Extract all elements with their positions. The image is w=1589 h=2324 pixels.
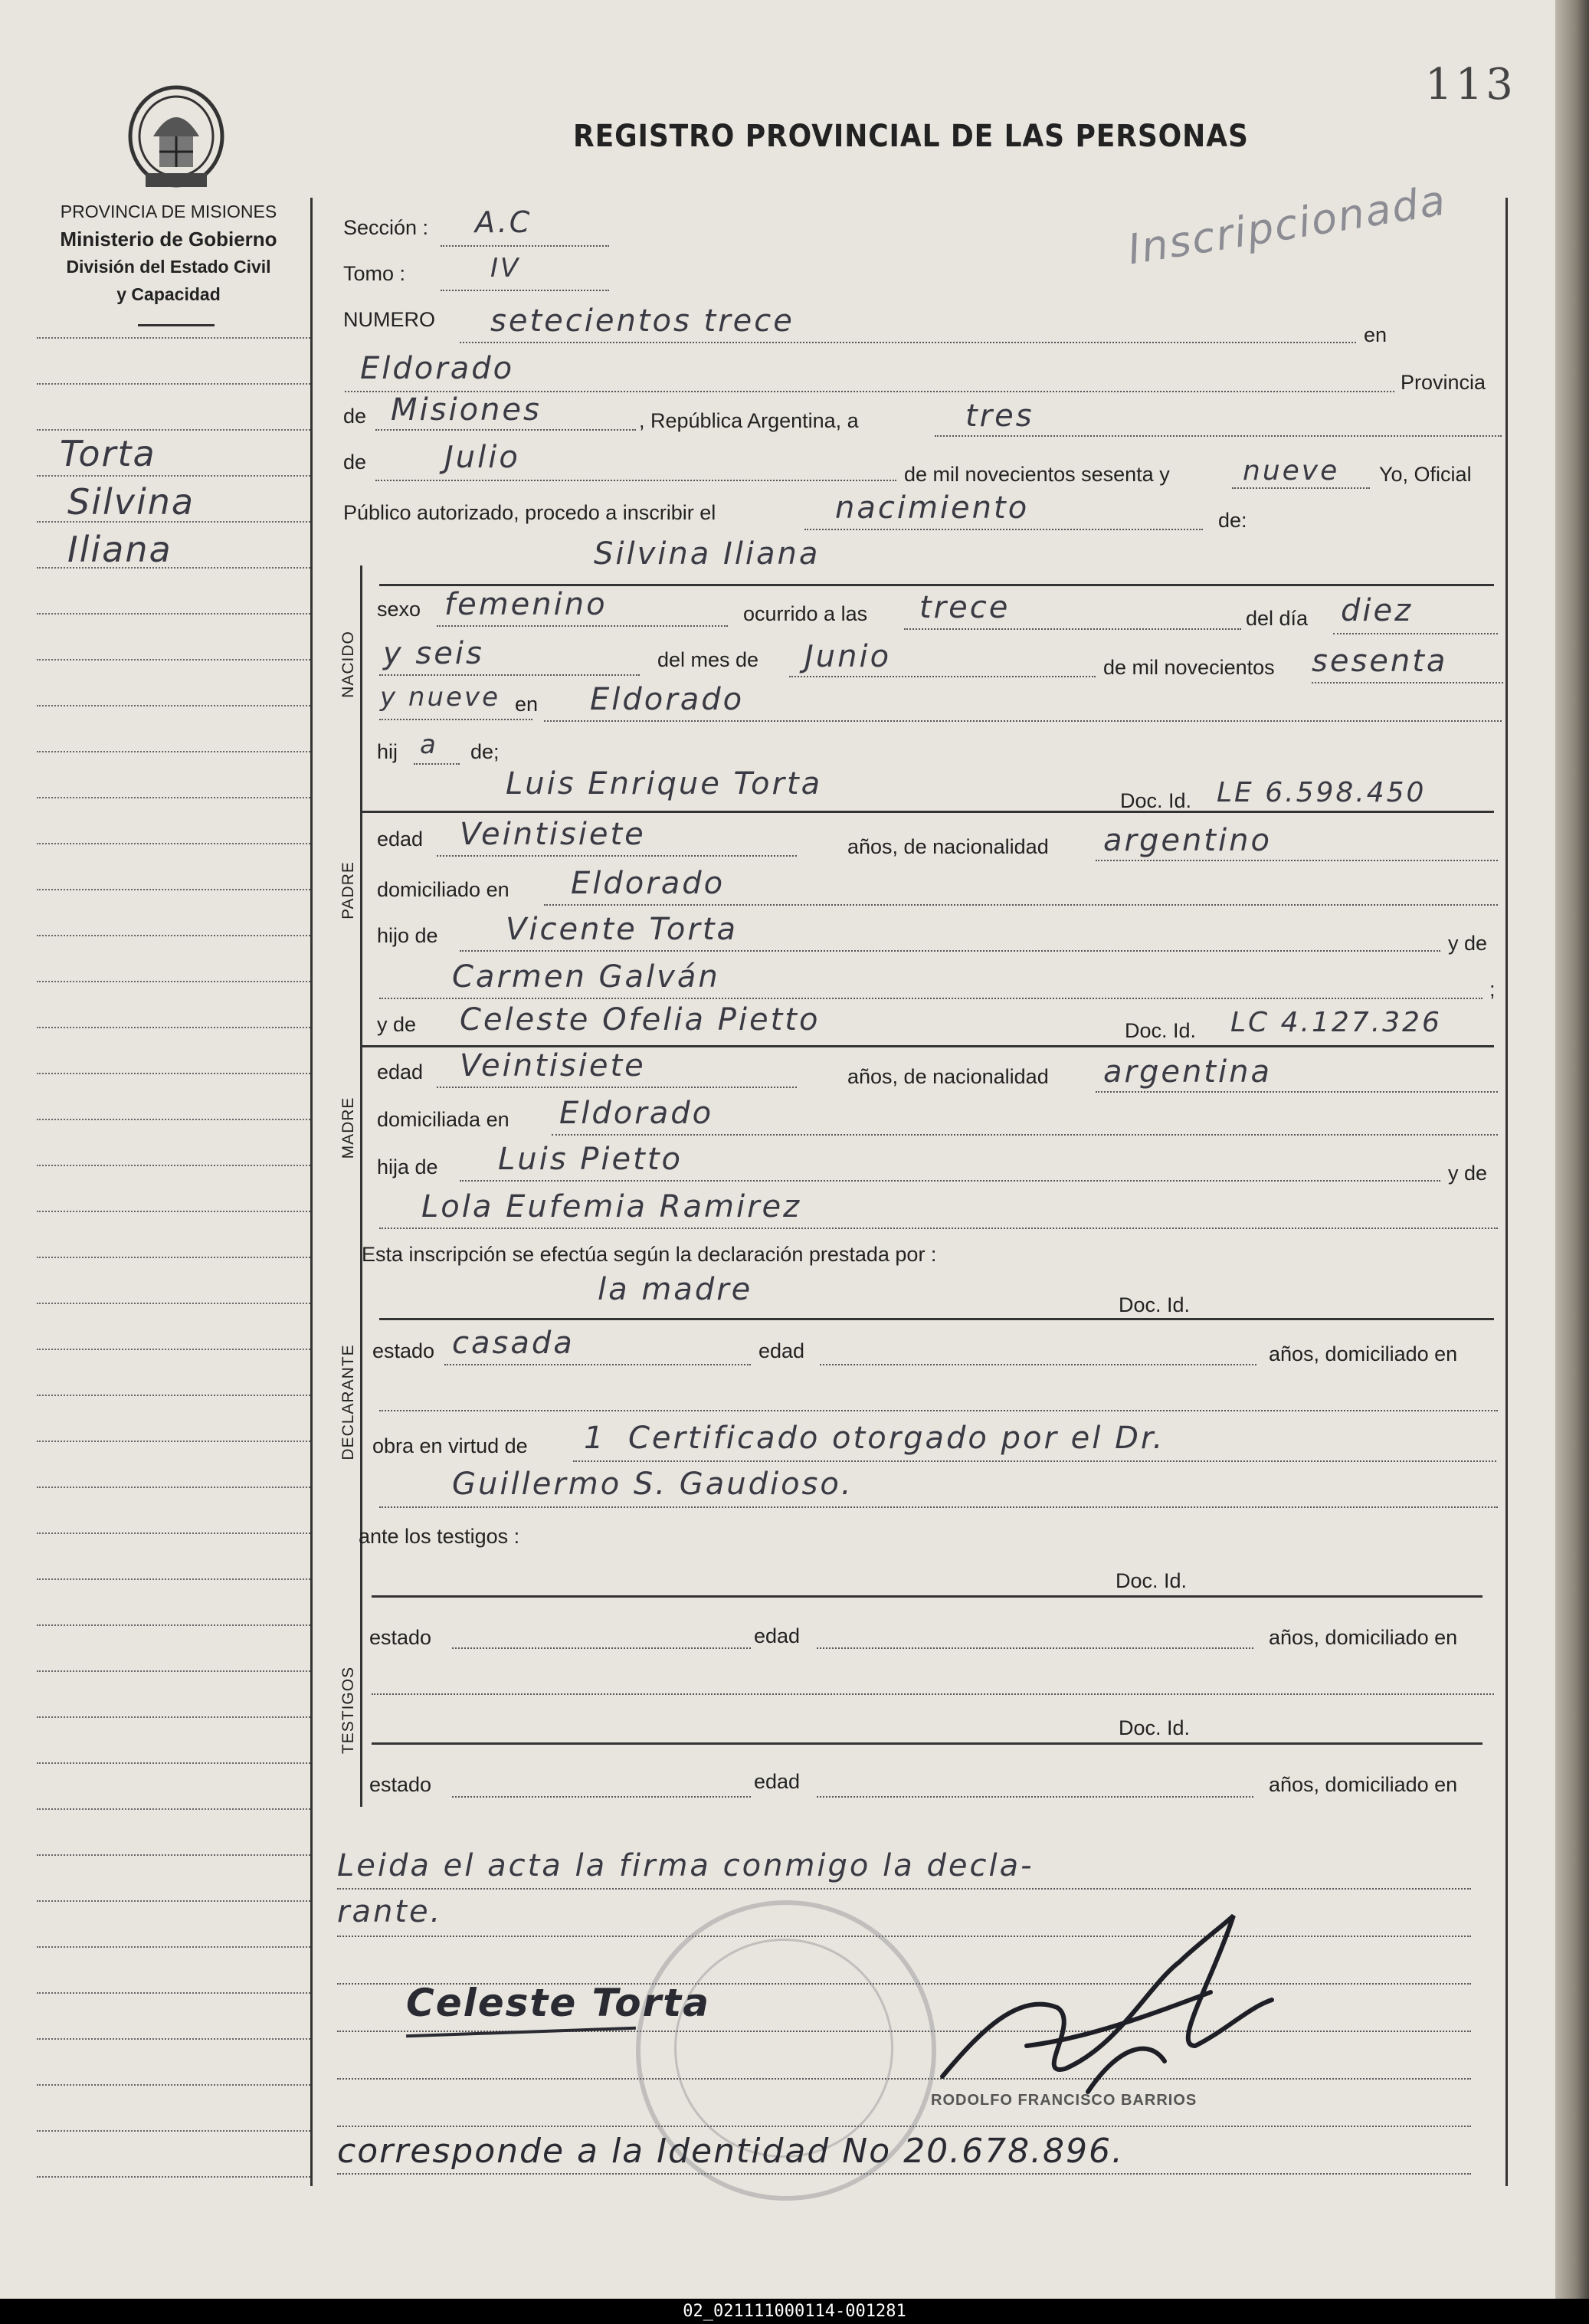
image-caption: 02_021111000114-001281 xyxy=(0,2299,1589,2324)
dots-declarante-edad xyxy=(820,1364,1256,1365)
dots-madre-edad xyxy=(437,1087,797,1088)
dots-obra xyxy=(573,1460,1496,1462)
label-de-semi: de; xyxy=(470,740,500,763)
frame-left-rule xyxy=(310,198,313,2186)
dots-mes-nac xyxy=(789,676,1096,677)
dots-declarante-estado xyxy=(444,1364,751,1365)
section-nacido: NACIDO xyxy=(339,631,357,698)
label-madre-edad: edad xyxy=(377,1060,424,1083)
label-padre-nac: años, de nacionalidad xyxy=(847,835,1049,858)
dots-testigo1-dom xyxy=(372,1693,1494,1695)
value-padre-madre: Carmen Galván xyxy=(452,959,720,995)
header-province xyxy=(19,198,318,308)
label-testigo1-doc: Doc. Id. xyxy=(1116,1569,1188,1592)
value-dia-nac2: y seis xyxy=(383,636,484,671)
label-testigo2-dom: años, domiciliado en xyxy=(1269,1773,1458,1796)
label-madre-nac: años, de nacionalidad xyxy=(847,1065,1049,1088)
label-hij: hij xyxy=(377,740,398,763)
value-provincia: Misiones xyxy=(391,392,542,428)
dots-tomo xyxy=(441,290,609,291)
dots-dia-nac2 xyxy=(379,674,640,676)
margin-line xyxy=(37,2038,313,2040)
margin-name-surname: Torta xyxy=(60,433,156,474)
label-republica: , República Argentina, a xyxy=(639,409,859,432)
rule-testigo2 xyxy=(372,1742,1483,1745)
margin-line xyxy=(37,1716,313,1718)
page-title: REGISTRO PROVINCIAL DE LAS PERSONAS xyxy=(573,119,1249,154)
dots-padre-nac xyxy=(1096,860,1498,861)
value-cierre1: Leida el acta la firma conmigo la decla- xyxy=(337,1848,1034,1883)
rule-madre-top xyxy=(360,1045,1494,1047)
margin-line xyxy=(37,1808,313,1810)
dots-anio xyxy=(1232,487,1370,489)
margin-line xyxy=(37,1532,313,1534)
margin-line xyxy=(37,935,313,936)
value-madre-padre: Luis Pietto xyxy=(498,1142,683,1177)
dots-padre-padre xyxy=(460,950,1440,952)
section-padre: PADRE xyxy=(339,861,357,919)
margin-line xyxy=(37,613,313,615)
margin-line xyxy=(37,2084,313,2086)
value-madre-dom: Eldorado xyxy=(559,1096,714,1131)
dots-dia xyxy=(935,435,1502,437)
label-madre-y-de: y de xyxy=(377,1013,417,1036)
margin-line xyxy=(37,1119,313,1120)
header-line-capacidad: y Capacidad xyxy=(116,284,221,304)
page-number: 113 xyxy=(1425,60,1516,110)
margin-line xyxy=(37,383,313,385)
dots-declarante-dom xyxy=(379,1410,1498,1411)
label-del-mes: del mes de xyxy=(657,648,759,671)
label-mil-sesenta: de mil novecientos sesenta y xyxy=(904,463,1170,486)
dots-testigo1-edad xyxy=(817,1647,1253,1649)
margin-line xyxy=(37,429,313,431)
label-provincia: Provincia xyxy=(1401,371,1486,394)
value-padre-doc: LE 6.598.450 xyxy=(1217,777,1427,808)
value-madre-nac: argentina xyxy=(1103,1054,1272,1090)
margin-line xyxy=(37,337,313,339)
section-rule xyxy=(360,565,362,1807)
section-testigos: TESTIGOS xyxy=(339,1666,357,1755)
official-name-stamp: RODOLFO FRANCISCO BARRIOS xyxy=(931,2092,1197,2109)
dots-madre-padre xyxy=(460,1180,1440,1182)
label-tomo: Tomo : xyxy=(343,262,406,285)
label-padre-doc: Doc. Id. xyxy=(1120,789,1192,812)
section-madre: MADRE xyxy=(339,1096,357,1159)
dots-padre-dom xyxy=(544,904,1498,906)
label-testigo1-dom: años, domiciliado en xyxy=(1269,1626,1458,1649)
header-line-ministry: Ministerio de Gobierno xyxy=(60,228,277,251)
header-line-division: División del Estado Civil xyxy=(66,257,271,277)
rule-declarante-top xyxy=(379,1318,1494,1320)
label-madre-dom: domiciliada en xyxy=(377,1108,509,1131)
dots-dia-nac xyxy=(1333,633,1498,634)
label-en-lugar: en xyxy=(515,693,539,716)
label-padre-edad: edad xyxy=(377,828,424,851)
label-madre-doc: Doc. Id. xyxy=(1125,1019,1197,1042)
dots-madre-dom xyxy=(552,1134,1498,1136)
label-hija-de: hija de xyxy=(377,1155,438,1178)
label-de-mes: de xyxy=(343,451,367,474)
margin-line xyxy=(37,705,313,706)
margin-line xyxy=(37,1854,313,1856)
dots-testigo2-estado xyxy=(452,1796,751,1798)
label-del-dia: del día xyxy=(1246,607,1309,630)
closing-line xyxy=(337,2173,1471,2175)
frame-right-rule xyxy=(1505,198,1508,2186)
value-declarante-estado: casada xyxy=(452,1326,575,1361)
dots-hora xyxy=(904,628,1241,630)
province-seal-icon xyxy=(123,83,230,198)
dots-sexo xyxy=(437,625,728,627)
rule-padre-top xyxy=(360,811,1494,813)
value-cierre2: rante. xyxy=(337,1894,443,1929)
value-numero: setecientos trece xyxy=(490,303,794,339)
rule-nacido-top xyxy=(379,584,1494,586)
margin-line xyxy=(37,1670,313,1672)
margin-line xyxy=(37,1578,313,1580)
margin-line xyxy=(37,2176,313,2178)
dots-numero xyxy=(460,342,1356,343)
value-madre-nombre: Celeste Ofelia Pietto xyxy=(460,1002,821,1037)
value-anio: nueve xyxy=(1243,455,1340,487)
value-acto: nacimiento xyxy=(835,490,1030,526)
value-madre-madre: Lola Eufemia Ramirez xyxy=(421,1189,802,1224)
label-testigo1-estado: estado xyxy=(369,1626,432,1649)
header-divider xyxy=(138,324,215,326)
margin-line xyxy=(37,981,313,982)
margin-line xyxy=(37,1624,313,1626)
official-stamp-inner xyxy=(674,1939,893,2158)
margin-line xyxy=(37,889,313,890)
margin-line xyxy=(37,475,313,477)
label-en: en xyxy=(1364,323,1388,346)
value-nombre: Silvina Iliana xyxy=(594,536,821,572)
margin-line xyxy=(37,1257,313,1258)
margin-line xyxy=(37,1027,313,1028)
value-obra-texto: Certificado otorgado por el Dr. xyxy=(628,1421,1165,1456)
dots-madre-nac xyxy=(1096,1091,1498,1093)
dots-mes xyxy=(375,480,896,481)
label-declarante-dom: años, domiciliado en xyxy=(1269,1342,1458,1365)
closing-line xyxy=(337,1888,1471,1890)
label-declarante-estado: estado xyxy=(372,1339,435,1362)
label-padre-y-de: y de xyxy=(1448,932,1488,955)
value-anio-nac: sesenta xyxy=(1312,644,1448,679)
dots-acto xyxy=(804,529,1203,530)
label-testigo1-edad: edad xyxy=(754,1624,801,1647)
margin-line xyxy=(37,2130,313,2132)
margin-line xyxy=(37,751,313,752)
label-testigos: ante los testigos : xyxy=(359,1525,520,1548)
value-obra-num: 1 xyxy=(584,1421,606,1456)
dots-lugar-nac xyxy=(544,720,1502,722)
label-madre-y-de2: y de xyxy=(1448,1162,1488,1185)
margin-line xyxy=(37,1992,313,1994)
value-nota-final: corresponde a la Identidad No 20.678.896. xyxy=(337,2132,1125,2171)
dots-seccion xyxy=(441,245,609,247)
label-hijo-de: hijo de xyxy=(377,924,438,947)
value-declarante: la madre xyxy=(598,1272,753,1307)
dots-padre-edad xyxy=(437,855,797,857)
label-testigo2-estado: estado xyxy=(369,1773,432,1796)
dots-anio-nac xyxy=(1312,682,1503,683)
signature-declarante: Celeste Torta xyxy=(406,1981,710,2025)
margin-line xyxy=(37,843,313,844)
label-testigo2-doc: Doc. Id. xyxy=(1119,1716,1191,1739)
margin-line xyxy=(37,1441,313,1442)
rule-testigo1 xyxy=(372,1595,1483,1598)
value-hij-suffix: a xyxy=(420,729,438,760)
label-semicolon: ; xyxy=(1489,978,1496,1001)
label-ocurrido: ocurrido a las xyxy=(743,602,868,625)
margin-line xyxy=(37,659,313,660)
label-declarante-edad: edad xyxy=(758,1339,805,1362)
book-spine-edge xyxy=(1555,0,1589,2299)
dots-provincia xyxy=(375,429,636,431)
value-dia: tres xyxy=(965,398,1034,434)
value-mes-nac: Junio xyxy=(804,639,892,674)
annotation-inscripcionada: Inscripcionada xyxy=(1124,175,1450,274)
label-de-acto: de: xyxy=(1218,509,1247,532)
dots-testigo1-estado xyxy=(452,1647,751,1649)
value-sexo: femenino xyxy=(444,587,608,622)
value-anio-nac2: y nueve xyxy=(380,682,500,713)
header-line-province: PROVINCIA DE MISIONES xyxy=(60,202,277,221)
dots-hij xyxy=(414,763,460,765)
margin-line xyxy=(37,1900,313,1902)
dots-testigo2-edad xyxy=(817,1796,1253,1798)
signature-underline xyxy=(406,2027,636,2037)
value-padre-edad: Veintisiete xyxy=(460,817,646,852)
label-testigo2-edad: edad xyxy=(754,1770,801,1793)
margin-line xyxy=(37,1487,313,1488)
value-lugar-nac: Eldorado xyxy=(590,682,745,717)
value-tomo: IV xyxy=(490,253,521,284)
value-madre-doc: LC 4.127.326 xyxy=(1230,1007,1442,1038)
value-dia-nac: diez xyxy=(1341,593,1414,628)
label-seccion: Sección : xyxy=(343,216,429,239)
value-padre-nac: argentino xyxy=(1103,823,1272,858)
margin-name-second: Iliana xyxy=(67,529,172,570)
section-declarante: DECLARANTE xyxy=(339,1344,357,1460)
value-localidad: Eldorado xyxy=(360,351,515,386)
margin-line xyxy=(37,1349,313,1350)
margin-line xyxy=(37,1211,313,1212)
label-obra: obra en virtud de xyxy=(372,1434,528,1457)
label-declaracion: Esta inscripción se efectúa según la declaración prestada por : xyxy=(362,1243,937,1266)
label-declarante-doc: Doc. Id. xyxy=(1119,1293,1191,1316)
margin-line xyxy=(37,1073,313,1074)
label-publico: Público autorizado, procedo a inscribir el xyxy=(343,501,716,524)
margin-name-first: Silvina xyxy=(67,481,195,523)
dots-madre-madre xyxy=(379,1228,1498,1229)
value-padre-padre: Vicente Torta xyxy=(506,912,739,947)
label-mil-novecientos: de mil novecientos xyxy=(1103,656,1275,679)
margin-line xyxy=(37,1762,313,1764)
value-padre-dom: Eldorado xyxy=(571,866,726,901)
value-obra-texto2: Guillermo S. Gaudioso. xyxy=(452,1467,853,1502)
value-mes: Julio xyxy=(444,440,520,475)
value-hora: trece xyxy=(919,590,1011,625)
dots-anio-nac2 xyxy=(379,719,532,720)
dots-padre-madre xyxy=(379,998,1483,999)
official-signature-icon xyxy=(919,1893,1302,2115)
label-yo-oficial: Yo, Oficial xyxy=(1379,463,1472,486)
margin-line xyxy=(37,1946,313,1948)
value-seccion: A.C xyxy=(475,205,532,239)
dots-obra2 xyxy=(379,1506,1498,1508)
margin-line xyxy=(37,797,313,798)
margin-line xyxy=(37,1165,313,1166)
label-de-provincia: de xyxy=(343,405,367,428)
margin-line xyxy=(37,1303,313,1304)
value-padre-nombre: Luis Enrique Torta xyxy=(506,766,823,801)
label-numero: NUMERO xyxy=(343,308,435,331)
label-padre-dom: domiciliado en xyxy=(377,878,509,901)
margin-line xyxy=(37,1395,313,1396)
label-sexo: sexo xyxy=(377,598,421,621)
value-madre-edad: Veintisiete xyxy=(460,1048,646,1083)
